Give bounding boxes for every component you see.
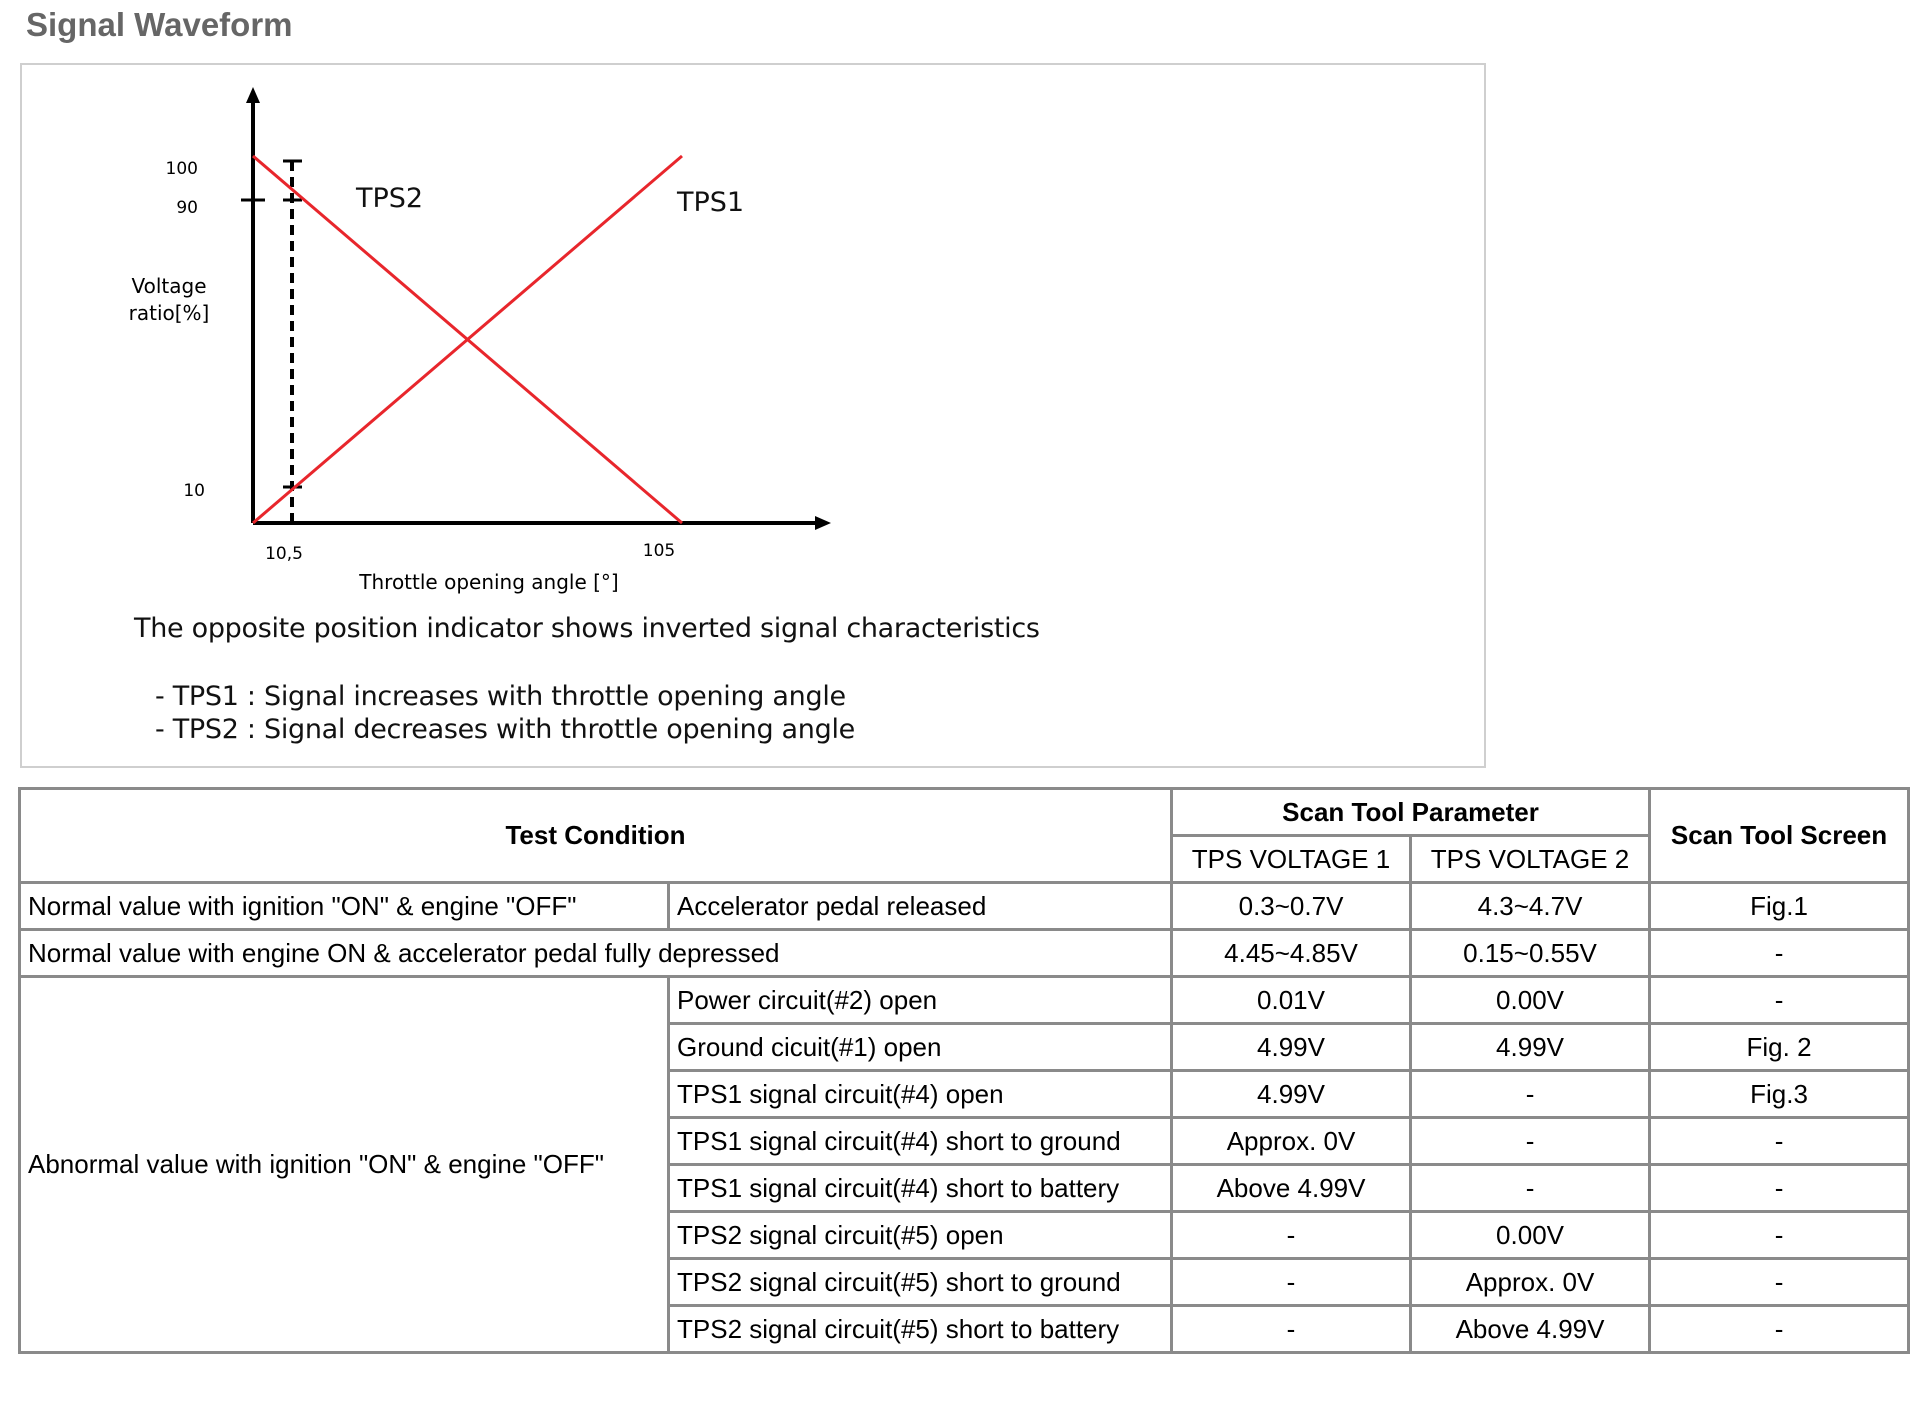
waveform-chart xyxy=(22,65,1484,766)
y-tick-label-10: 10 xyxy=(183,481,205,501)
header-scan-tool-screen: Scan Tool Screen xyxy=(1650,789,1909,883)
row-scan-tool-screen: Fig. 2 xyxy=(1650,1024,1909,1071)
y-tick-label-100: 100 xyxy=(165,159,198,179)
row-scan-tool-screen: - xyxy=(1650,930,1909,977)
row-tps-voltage-1: - xyxy=(1172,1306,1411,1353)
header-tps-voltage-2: TPS VOLTAGE 2 xyxy=(1411,836,1650,883)
row-detail: TPS1 signal circuit(#4) short to battery xyxy=(669,1165,1172,1212)
header-scan-tool-parameter: Scan Tool Parameter xyxy=(1172,789,1650,836)
row-scan-tool-screen: Fig.3 xyxy=(1650,1071,1909,1118)
row-tps-voltage-1: 0.3~0.7V xyxy=(1172,883,1411,930)
row-detail: Accelerator pedal released xyxy=(669,883,1172,930)
x-tick-label-10-5: 10,5 xyxy=(265,544,303,564)
x-axis-label: Throttle opening angle [°] xyxy=(359,570,619,594)
x-axis-arrow xyxy=(815,516,831,530)
row-tps-voltage-1: Approx. 0V xyxy=(1172,1118,1411,1165)
figure-bullet-tps1: - TPS1 : Signal increases with throttle opening angle xyxy=(155,681,846,712)
row-tps-voltage-2: Above 4.99V xyxy=(1411,1306,1650,1353)
row-detail: TPS2 signal circuit(#5) open xyxy=(669,1212,1172,1259)
y-axis-arrow xyxy=(246,87,260,103)
row-scan-tool-screen: - xyxy=(1650,1306,1909,1353)
row-tps-voltage-2: 4.3~4.7V xyxy=(1411,883,1650,930)
header-tps-voltage-1: TPS VOLTAGE 1 xyxy=(1172,836,1411,883)
figure-bullet-tps2: - TPS2 : Signal decreases with throttle opening angle xyxy=(155,714,855,745)
row-tps-voltage-2: Approx. 0V xyxy=(1411,1259,1650,1306)
y-axis-label-line1: Voltage xyxy=(131,274,207,298)
scan-tool-table xyxy=(18,787,1910,1354)
row-tps-voltage-1: Above 4.99V xyxy=(1172,1165,1411,1212)
row-detail: TPS2 signal circuit(#5) short to ground xyxy=(669,1259,1172,1306)
series-label-tps2: TPS2 xyxy=(356,183,424,214)
row-tps-voltage-1: 4.45~4.85V xyxy=(1172,930,1411,977)
section-title: Signal Waveform xyxy=(26,6,293,43)
row-tps-voltage-1: 4.99V xyxy=(1172,1071,1411,1118)
abnormal-condition: Abnormal value with ignition "ON" & engine "OFF" xyxy=(20,977,669,1353)
row-condition: Normal value with ignition "ON" & engine "OFF" xyxy=(20,883,669,930)
row-scan-tool-screen: - xyxy=(1650,1259,1909,1306)
row-tps-voltage-2: 0.00V xyxy=(1411,977,1650,1024)
x-tick-label-105: 105 xyxy=(642,541,676,561)
row-detail: TPS2 signal circuit(#5) short to battery xyxy=(669,1306,1172,1353)
row-scan-tool-screen: - xyxy=(1650,977,1909,1024)
row-scan-tool-screen: Fig.1 xyxy=(1650,883,1909,930)
row-detail: Ground cicuit(#1) open xyxy=(669,1024,1172,1071)
header-test-condition: Test Condition xyxy=(20,789,1172,883)
row-scan-tool-screen: - xyxy=(1650,1165,1909,1212)
row-tps-voltage-2: - xyxy=(1411,1118,1650,1165)
row-tps-voltage-1: - xyxy=(1172,1259,1411,1306)
row-tps-voltage-2: 4.99V xyxy=(1411,1024,1650,1071)
row-tps-voltage-2: - xyxy=(1411,1071,1650,1118)
row-tps-voltage-2: - xyxy=(1411,1165,1650,1212)
row-scan-tool-screen: - xyxy=(1650,1118,1909,1165)
row-condition: Normal value with engine ON & accelerator pedal fully depressed xyxy=(20,930,1172,977)
table-row xyxy=(20,883,1909,930)
row-detail: Power circuit(#2) open xyxy=(669,977,1172,1024)
row-scan-tool-screen: - xyxy=(1650,1212,1909,1259)
row-tps-voltage-2: 0.00V xyxy=(1411,1212,1650,1259)
series-label-tps1: TPS1 xyxy=(677,187,745,218)
row-tps-voltage-1: - xyxy=(1172,1212,1411,1259)
y-tick-label-90: 90 xyxy=(176,198,198,218)
table-row xyxy=(20,930,1909,977)
row-tps-voltage-1: 0.01V xyxy=(1172,977,1411,1024)
row-tps-voltage-2: 0.15~0.55V xyxy=(1411,930,1650,977)
figure-caption: The opposite position indicator shows inverted signal characteristics xyxy=(134,613,1040,644)
row-detail: TPS1 signal circuit(#4) open xyxy=(669,1071,1172,1118)
y-axis-label-line2: ratio[%] xyxy=(128,301,210,325)
table-row xyxy=(20,977,1909,1024)
signal-waveform-figure xyxy=(20,63,1486,768)
row-tps-voltage-1: 4.99V xyxy=(1172,1024,1411,1071)
row-detail: TPS1 signal circuit(#4) short to ground xyxy=(669,1118,1172,1165)
